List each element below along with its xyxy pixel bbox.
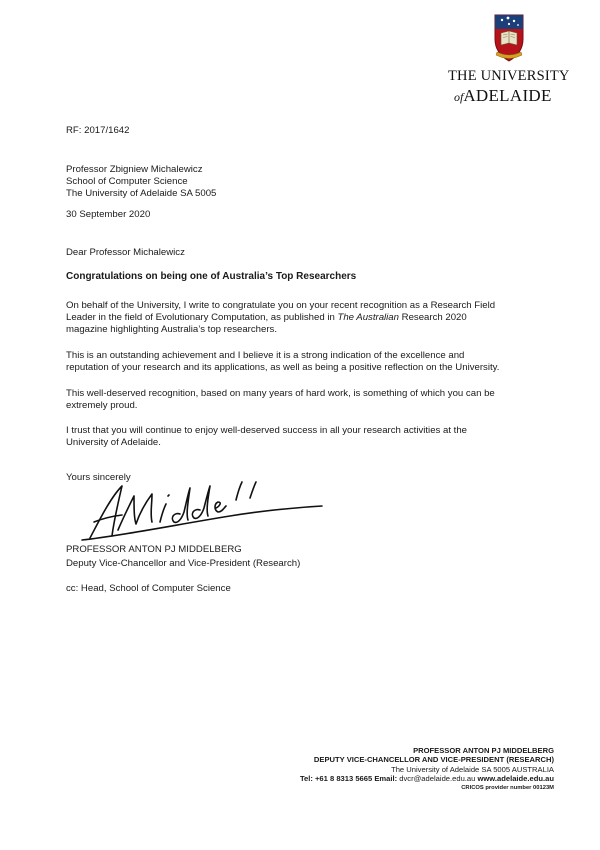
letter-footer bbox=[300, 746, 554, 793]
paragraph-line: reputation of your research and its applications, as well as being a positive reflection on the University. bbox=[66, 362, 500, 373]
recipient-address bbox=[66, 164, 216, 200]
logo-university-text: THE UNIVERSITY bbox=[448, 68, 570, 84]
paragraph-text: Research 2020 bbox=[398, 312, 467, 323]
footer-address: The University of Adelaide SA 5005 AUSTRALIA bbox=[391, 764, 554, 774]
signatory-name: PROFESSOR ANTON PJ MIDDELBERG bbox=[66, 544, 242, 555]
handwritten-signature bbox=[60, 478, 330, 548]
paragraph-line: I trust that you will continue to enjoy well-deserved success in all your research activities at the bbox=[66, 425, 467, 436]
body-paragraph-3 bbox=[66, 388, 495, 412]
paragraph-line: This well-deserved recognition, based on many years of hard work, is something of which you can be bbox=[66, 388, 495, 399]
body-paragraph-2 bbox=[66, 350, 499, 374]
letter-subject: Congratulations on being one of Australia’s Top Researchers bbox=[66, 271, 357, 282]
reference-number: RF: 2017/1642 bbox=[66, 125, 130, 136]
cc-line: cc: Head, School of Computer Science bbox=[66, 583, 231, 594]
paragraph-line: On behalf of the University, I write to congratulate you on your recent recognition as a Research Field bbox=[66, 300, 496, 311]
signatory-title: Deputy Vice-Chancellor and Vice-President (Research) bbox=[66, 558, 301, 569]
body-paragraph-1 bbox=[66, 300, 495, 336]
paragraph-line bbox=[66, 312, 495, 324]
footer-tel: +61 8 8313 5665 bbox=[312, 774, 375, 784]
paragraph-line: University of Adelaide. bbox=[66, 437, 161, 448]
footer-email: dvcr@adelaide.edu.au bbox=[397, 774, 478, 784]
recipient-institution: The University of Adelaide SA 5005 bbox=[66, 188, 217, 199]
footer-email-label: Email: bbox=[374, 774, 398, 784]
salutation: Dear Professor Michalewicz bbox=[66, 247, 185, 258]
footer-cricos: CRICOS provider number 00123M bbox=[461, 784, 554, 791]
footer-tel-label: Tel: bbox=[299, 774, 313, 784]
closing: Yours sincerely bbox=[66, 472, 131, 483]
body-paragraph-4 bbox=[66, 425, 467, 449]
paragraph-line: This is an outstanding achievement and I believe it is a strong indication of the excellence and bbox=[66, 350, 465, 361]
paragraph-text: Leader in the field of Evolutionary Computation, as published in bbox=[66, 312, 338, 323]
logo-adelaide-word: ADELAIDE bbox=[463, 86, 552, 105]
footer-name: PROFESSOR ANTON PJ MIDDELBERG bbox=[413, 746, 554, 755]
letter-date: 30 September 2020 bbox=[66, 209, 151, 220]
recipient-department: School of Computer Science bbox=[66, 176, 188, 187]
logo-adelaide-text bbox=[454, 86, 552, 106]
paragraph-line: extremely proud. bbox=[66, 400, 138, 411]
footer-title: DEPUTY VICE-CHANCELLOR AND VICE-PRESIDENT (RESEARCH) bbox=[313, 755, 554, 765]
logo-of-text: of bbox=[454, 90, 464, 104]
publication-name: The Australian bbox=[337, 312, 399, 323]
footer-website: www.adelaide.edu.au bbox=[477, 774, 554, 784]
recipient-name: Professor Zbigniew Michalewicz bbox=[66, 164, 203, 175]
university-logo bbox=[448, 12, 570, 107]
university-crest-icon bbox=[492, 12, 526, 64]
footer-contact bbox=[300, 774, 554, 783]
paragraph-line: magazine highlighting Australia’s top researchers. bbox=[66, 324, 278, 335]
